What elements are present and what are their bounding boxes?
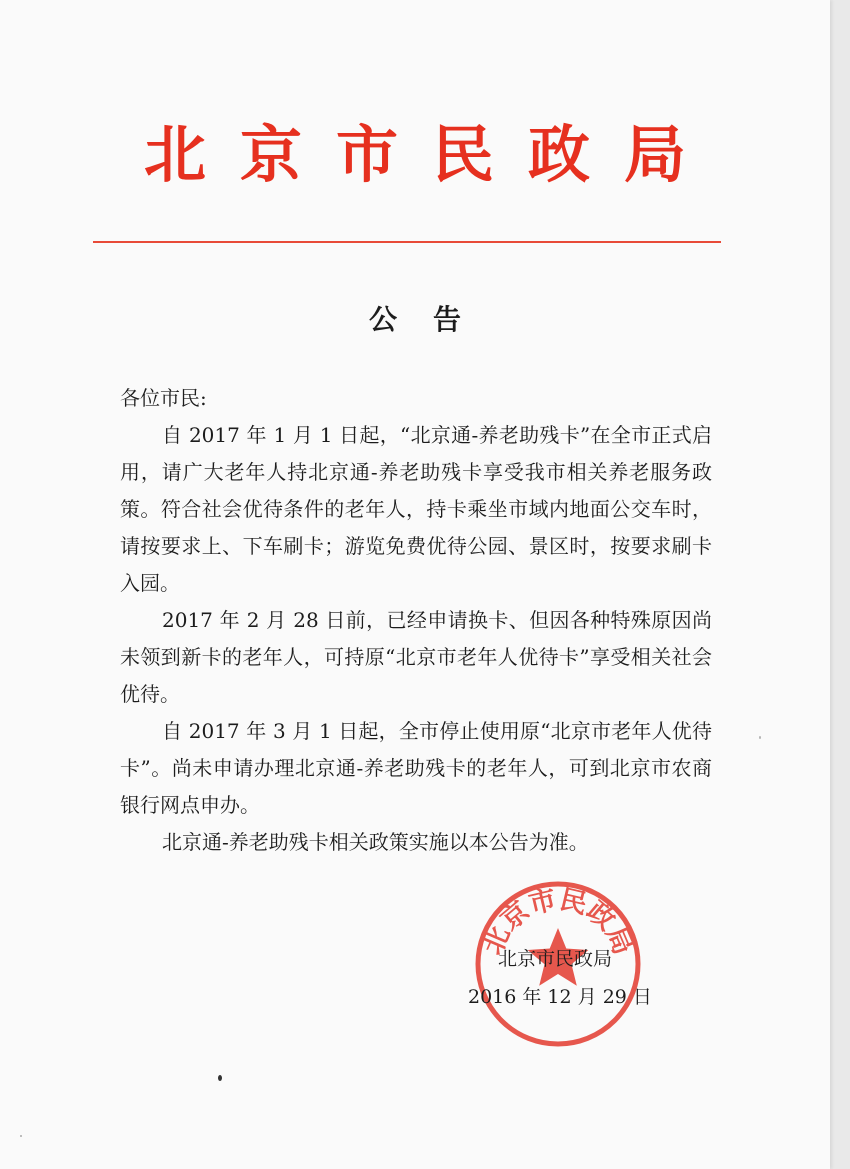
signature-date: 2016 年 12 月 29 日 <box>468 986 652 1008</box>
notice-body <box>120 380 712 861</box>
salutation: 各位市民: <box>120 386 207 410</box>
seal-text: 北京市民政局 <box>477 883 639 960</box>
agency-header-title: 北京市民政局 <box>143 118 720 191</box>
red-header-rule <box>93 241 721 243</box>
body-paragraph-1: 自 2017 年 1 月 1 日起，“北京通-养老助残卡”在全市正式启用，请广大老年人持北京通-养老助残卡享受我市相关养老服务政策。符合社会优待条件的老年人，持卡乘坐市域内地面公交车时，请按要求上、下车刷卡；游览免费优待公园、景区时，按要求刷卡入园。 <box>120 423 712 595</box>
signature-organization: 北京市民政局 <box>498 948 613 970</box>
body-paragraph-3: 自 2017 年 3 月 1 日起，全市停止使用原“北京市老年人优待卡”。尚未申请办理北京通-养老助残卡的老年人，可到北京市农商银行网点申办。 <box>120 719 712 817</box>
scan-speck <box>759 736 761 739</box>
body-paragraph-2: 2017 年 2 月 28 日前，已经申请换卡、但因各种特殊原因尚未领到新卡的老年人，可持原“北京市老年人优待卡”享受相关社会优待。 <box>120 608 712 706</box>
notice-title: 公告 <box>368 303 497 336</box>
scan-speck <box>218 1075 222 1081</box>
scan-speck <box>20 1135 22 1137</box>
body-paragraph-4: 北京通-养老助残卡相关政策实施以本公告为准。 <box>162 830 589 854</box>
